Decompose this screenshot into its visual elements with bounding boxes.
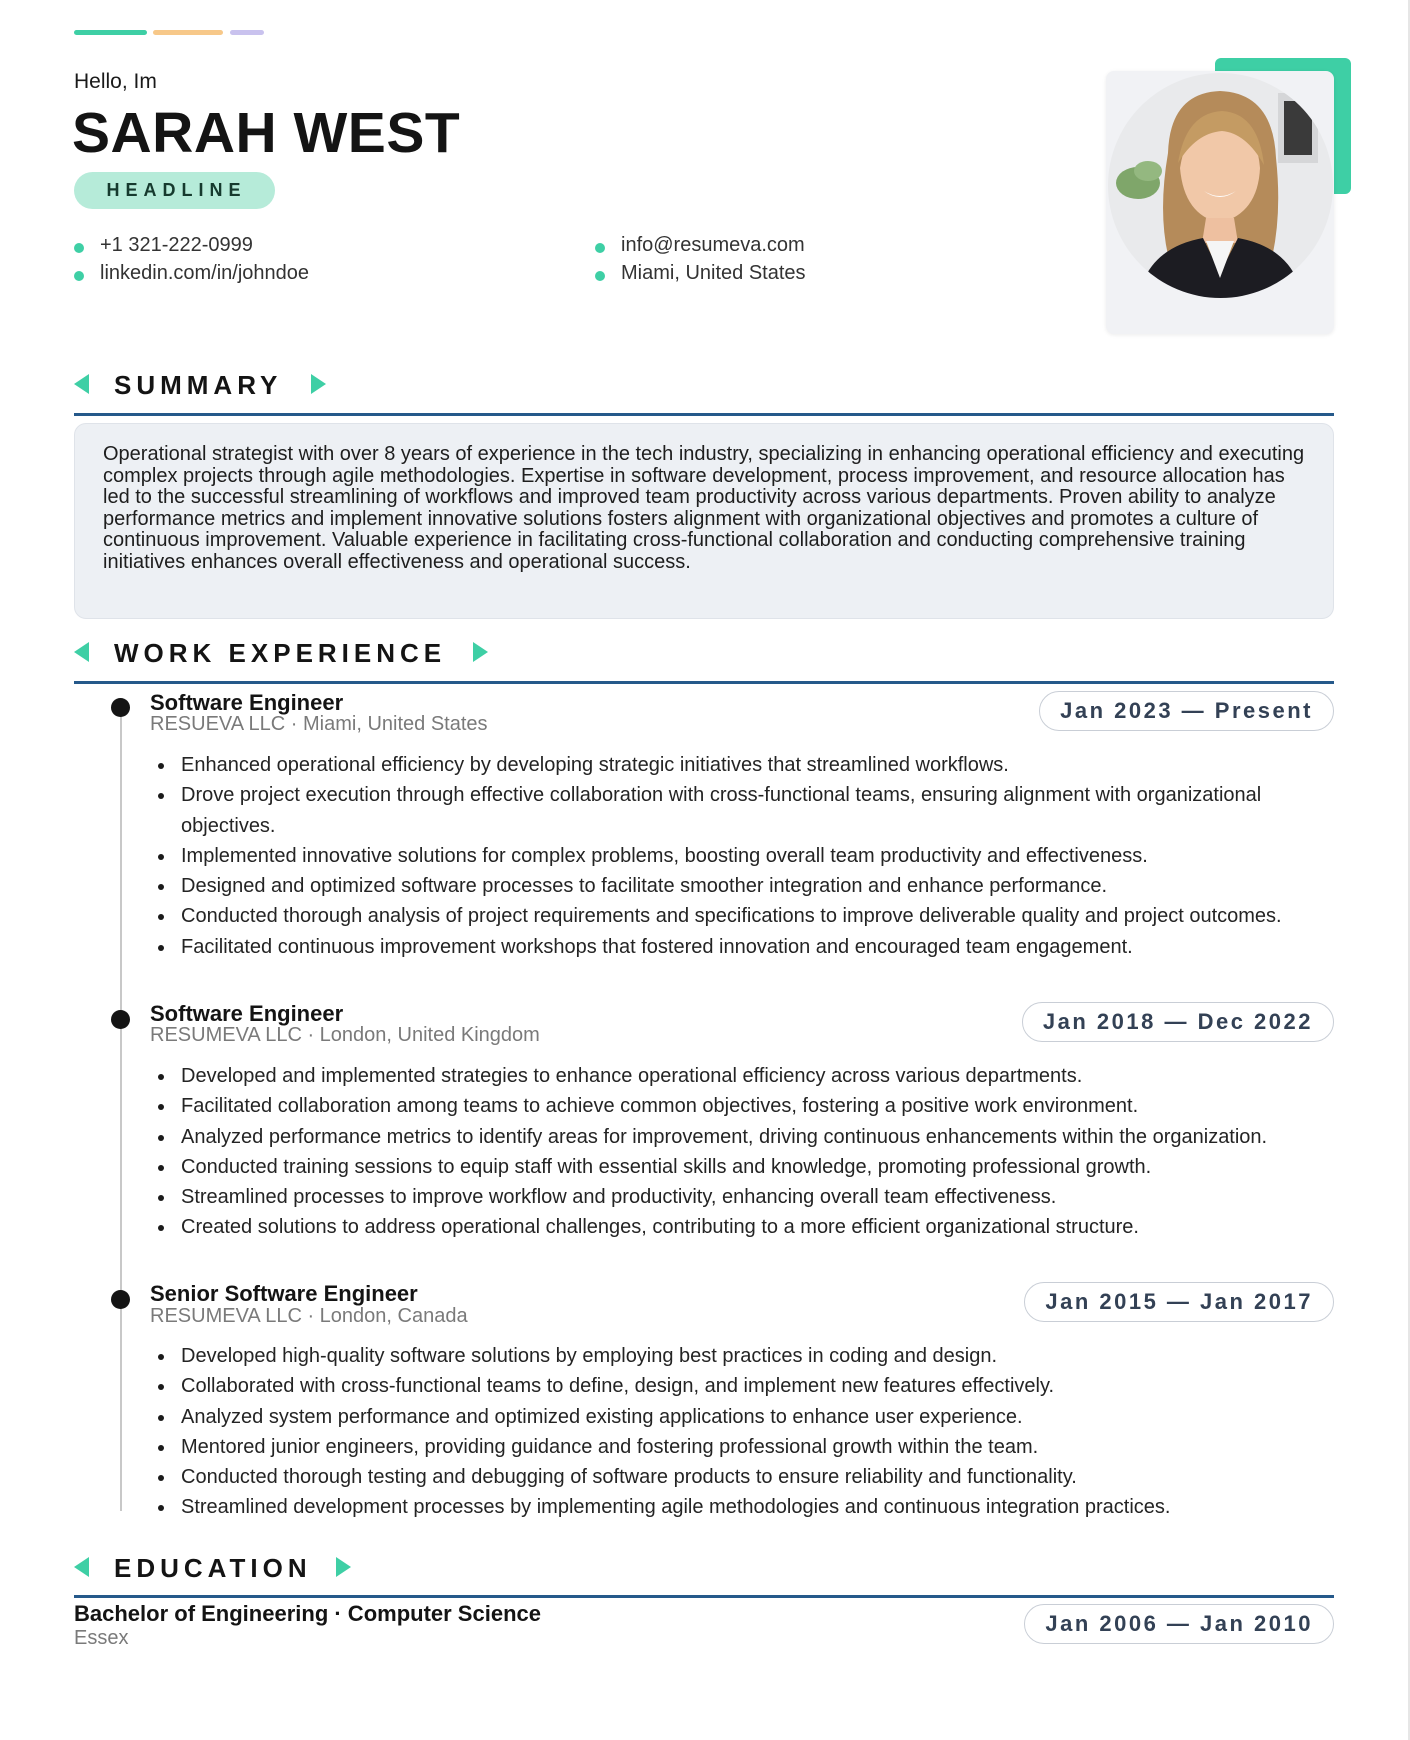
list-item: Streamlined processes to improve workflow and productivity, enhancing overall team effectiveness.: [158, 1182, 1308, 1212]
job-bullets: [158, 1061, 1308, 1243]
degree-title: Bachelor of Engineering · Computer Science: [74, 1601, 541, 1626]
list-item: Developed high-quality software solutions by employing best practices in coding and design.: [158, 1341, 1308, 1371]
job-title: Senior Software Engineer: [150, 1281, 418, 1306]
list-item: Analyzed system performance and optimized existing applications to enhance user experience.: [158, 1402, 1308, 1432]
section-divider: [74, 1595, 1334, 1598]
section-divider: [74, 681, 1334, 684]
triangle-right-icon: [336, 1557, 351, 1577]
bullet-dot-icon: [74, 271, 84, 281]
list-item: Created solutions to address operational challenges, contributing to a more efficient organizational structure.: [158, 1212, 1308, 1242]
bullet-dot-icon: [595, 271, 605, 281]
contact-phone-text: +1 321-222-0999: [100, 234, 253, 256]
list-item: Designed and optimized software processes to facilitate smoother integration and enhance performance.: [158, 871, 1308, 901]
contact-location-text: Miami, United States: [621, 262, 806, 284]
job-company: RESUMEVA LLC · London, United Kingdom: [150, 1024, 540, 1046]
summary-text: Operational strategist with over 8 years of experience in the tech industry, specializing in enhancing operational efficiency and executing complex projects through agile methodologies. Expertise in software development, process improvement, and resource allocation has led to the successful streamlining of workflows and improved team productivity across various departments. Proven ability to analyze performance metrics and implement innovative solutions fosters alignment with organizational objectives and promotes a culture of continuous improvement. Valuable experience in facilitating cross-functional collaboration and conducting comprehensive training initiatives enhances overall effectiveness and operational success.: [74, 423, 1334, 619]
list-item: Collaborated with cross-functional teams to define, design, and implement new features effectively.: [158, 1371, 1308, 1401]
accent-bar-green: [74, 30, 147, 35]
list-item: Facilitated collaboration among teams to achieve common objectives, fostering a positive work environment.: [158, 1091, 1308, 1121]
accent-bar-orange: [153, 30, 223, 35]
list-item: Conducted training sessions to equip staff with essential skills and knowledge, promoting professional growth.: [158, 1152, 1308, 1182]
job-company: RESUMEVA LLC · London, Canada: [150, 1305, 468, 1327]
list-item: Facilitated continuous improvement workshops that fostered innovation and encouraged team engagement.: [158, 932, 1308, 962]
bullet-dot-icon: [595, 243, 605, 253]
summary-title: SUMMARY: [114, 370, 283, 400]
candidate-name: SARAH WEST: [72, 101, 461, 165]
bullet-dot-icon: [74, 243, 84, 253]
job-dates: Jan 2018 — Dec 2022: [1022, 1002, 1334, 1042]
contact-email-text: info@resumeva.com: [621, 234, 805, 256]
list-item: Streamlined development processes by implementing agile methodologies and continuous integration practices.: [158, 1492, 1308, 1522]
list-item: Enhanced operational efficiency by developing strategic initiatives that streamlined workflows.: [158, 750, 1308, 780]
list-item: Developed and implemented strategies to enhance operational efficiency across various departments.: [158, 1061, 1308, 1091]
list-item: Mentored junior engineers, providing guidance and fostering professional growth within the team.: [158, 1432, 1308, 1462]
job-title: Software Engineer: [150, 690, 344, 715]
list-item: Conducted thorough analysis of project requirements and specifications to improve deliverable quality and project outcomes.: [158, 901, 1308, 931]
job-dates: Jan 2015 — Jan 2017: [1024, 1282, 1334, 1322]
triangle-right-icon: [311, 374, 326, 394]
job-bullets: [158, 1341, 1308, 1523]
education-title: EDUCATION: [114, 1553, 312, 1583]
education-dates: Jan 2006 — Jan 2010: [1024, 1604, 1334, 1644]
experience-title: WORK EXPERIENCE: [114, 638, 447, 668]
headline-badge: HEADLINE: [74, 172, 275, 209]
job-dates: Jan 2023 — Present: [1039, 691, 1334, 731]
greeting: Hello, Im: [74, 70, 157, 93]
timeline-dot: [111, 698, 130, 717]
list-item: Implemented innovative solutions for complex problems, boosting overall team productivity and effectiveness.: [158, 841, 1308, 871]
contact-linkedin-text: linkedin.com/in/johndoe: [100, 262, 310, 284]
triangle-left-icon: [74, 1557, 89, 1577]
job-title: Software Engineer: [150, 1001, 344, 1026]
section-divider: [74, 413, 1334, 416]
job-bullets: [158, 750, 1308, 962]
job-company: RESUEVA LLC · Miami, United States: [150, 713, 488, 735]
timeline-dot: [111, 1290, 130, 1309]
list-item: Analyzed performance metrics to identify areas for improvement, driving continuous enhancements within the organization.: [158, 1122, 1308, 1152]
profile-photo: [1108, 73, 1333, 298]
experience-timeline: [120, 703, 122, 1511]
triangle-right-icon: [473, 642, 488, 662]
list-item: Conducted thorough testing and debugging of software products to ensure reliability and functionality.: [158, 1462, 1308, 1492]
list-item: Drove project execution through effective collaboration with cross-functional teams, ensuring alignment with organizational objectives.: [158, 780, 1308, 841]
timeline-dot: [111, 1010, 130, 1029]
triangle-left-icon: [74, 374, 89, 394]
school-name: Essex: [74, 1627, 129, 1649]
accent-bar-purple: [230, 30, 264, 35]
triangle-left-icon: [74, 642, 89, 662]
